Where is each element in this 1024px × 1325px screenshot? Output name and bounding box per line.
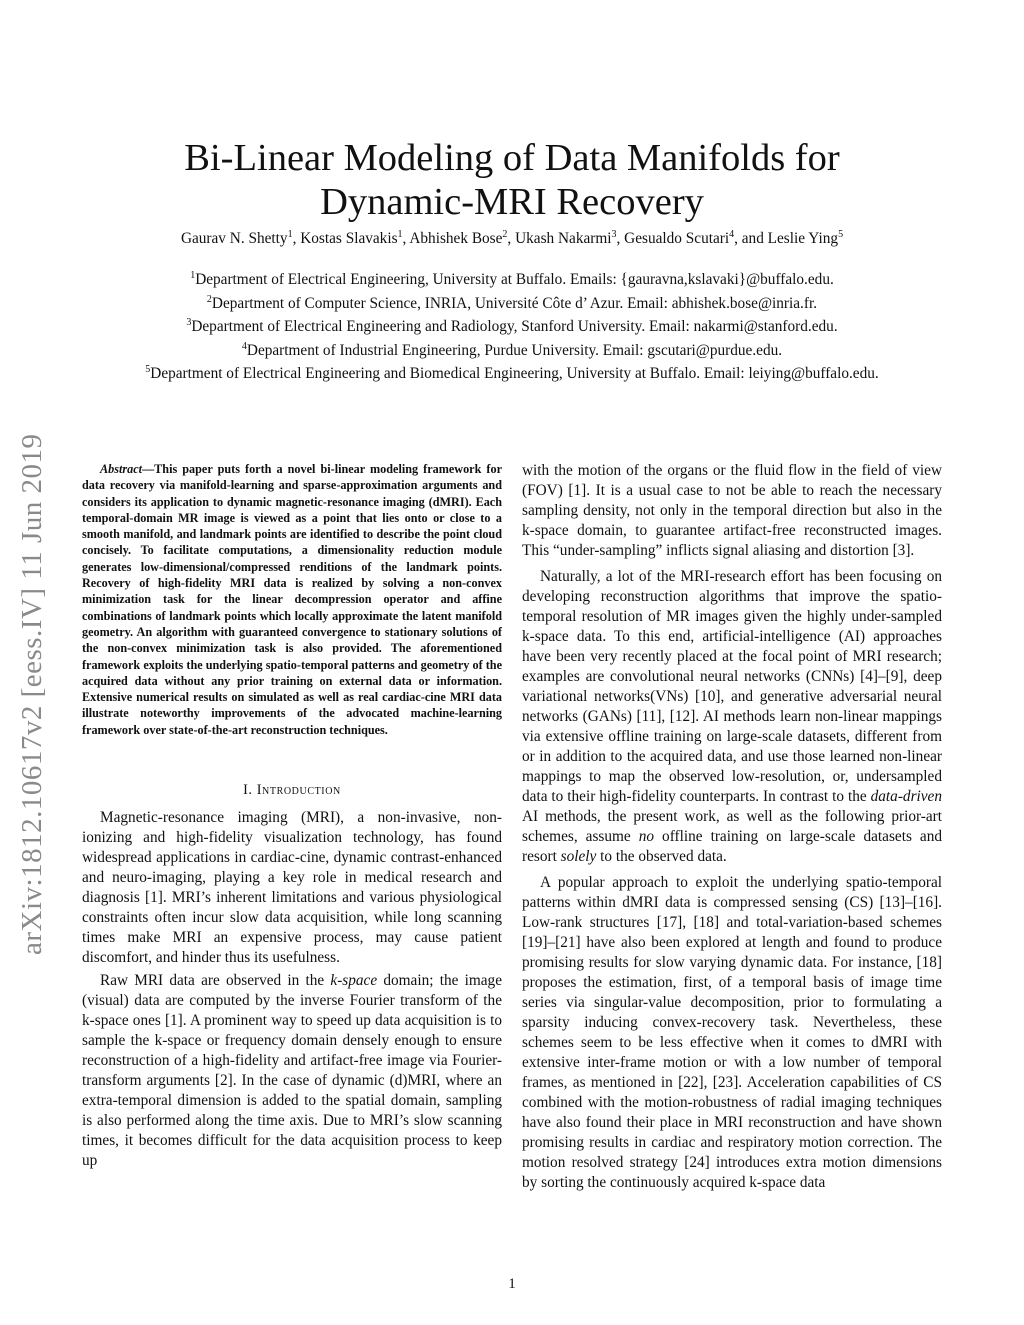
title-line-2: Dynamic-MRI Recovery [320,181,704,223]
author: Kostas Slavakis$^1$, [300,229,410,247]
paragraph: Naturally, a lot of the MRI-research effort has been focusing on developing reconstruction algorithms that improve the spatio-temporal resolution of MR images given the highly under-sampled k-space data. To this end, artificial-intelligence (AI) approaches have been very recently placed at the focal point of MRI research; examples are convolutional neural networks (CNNs) [4]–[9], deep variational networks(VNs) [10], and generative adversarial neural networks (GANs) [11], [12]. AI methods learn non-linear mappings via extensive offline training on large-scale datasets, different from or in addition to the acquired data, and use those learned non-linear mappings to map the observed low-resolution, or, undersampled data to their high-fidelity counterparts. In contrast to the data-driven AI methods, the present work, as well as the following prior-art schemes, assume no offline training on large-scale datasets and resort solely to the observed data. [522,568,943,865]
abstract [82,461,502,738]
paragraph: Magnetic-resonance imaging (MRI), a non-invasive, non-ionizing and high-fidelity visualization technology, has found widespread applications in cardiac-cine, dynamic contrast-enhanced and neuro-imaging, playing a key role in medical research and diagnosis [1]. MRI’s inherent limitations and various physiological constraints often incur slow data acquisition, while long scanning times make MRI an expensive process, may cause patient discomfort, and hinder thus its usefulness. [82,809,502,967]
author-list [0,229,1024,249]
abstract-text: —This paper puts forth a novel bi-linear modeling framework for data recovery via manifold-learning and sparse-approximation arguments and considers its application to dynamic magnetic-resonance imaging (dMRI). Each temporal-domain MR image is viewed as a point that lies onto or close to a smooth manifold, and landmark points are identified to describe the point cloud concisely. To facilitate computations, a dimensionality reduction module generates low-dimensional/compressed renditions of the landmark points. Recovery of high-fidelity MRI data is realized by solving a non-convex minimization task for the linear decompression operator and affine combinations of landmark points which locally approximate the latent manifold geometry. An algorithm with guaranteed convergence to stationary solutions of the non-convex minimization task is also provided. The aforementioned framework exploits the underlying spatio-temporal patterns and geometry of the acquired data without any prior training on external data or information. Extensive numerical results on simulated as well as real cardiac-cine MRI data illustrate noteworthy improvements of the advocated machine-learning framework over state-of-the-art reconstruction techniques. [82,462,502,737]
affiliation: $^5$Department of Electrical Engineering and Biomedical Engineering, University at Buffalo. Email: leiying@buffalo.edu. [145,364,879,382]
title-line-1: Bi-Linear Modeling of Data Manifolds for [184,137,840,179]
affiliation: $^1$Department of Electrical Engineering, University at Buffalo. Emails: {gauravna,kslavaki}@buffalo.edu. [190,270,834,288]
author: Gaurav N. Shetty$^1$, [180,229,301,247]
affiliation: $^4$Department of Industrial Engineering, Purdue University. Email: gscutari@purdue.edu. [241,340,783,359]
affiliation: $^3$Department of Electrical Engineering and Radiology, Stanford University. Email: nakarmi@stanford.edu. [186,317,838,335]
right-column [522,461,942,1193]
affiliation: $^2$Department of Computer Science, INRIA, Université Côte d’ Azur. Email: abhishek.bose@inria.fr. [206,293,818,312]
page-number: 1 [508,1276,516,1292]
author: Leslie Ying$^5$ [767,229,844,247]
author: Abhishek Bose$^2$, [409,229,516,247]
paragraph: A popular approach to exploit the underlying spatio-temporal patterns within dMRI data is compressed sensing (CS) [13]–[16]. Low-rank structures [17], [18] and total-variation-based schemes [19]–[21] have also been explored at length and found to produce promising results for slow varying dynamic data. For instance, [18] proposes the estimation, first, of a temporal basis of image time series via singular-value decomposition, prior to formulating a sparsity inducing convex-recovery task. Nevertheless, these schemes seem to be less effective when it comes to dMRI with extensive inter-frame motion or with a low number of temporal frames, as mentioned in [22], [23]. Acceleration capabilities of CS combined with the motion-robustness of radial imaging techniques have also found their place in MRI reconstruction and have shown promising results in cardiac and respiratory motion correction. The motion resolved strategy [24] introduces extra motion dimensions by sorting the continuously acquired k-space data [522,874,942,1191]
left-column [82,461,502,1171]
affiliation-list [0,268,1024,386]
author: Ukash Nakarmi$^3$, [515,229,625,247]
author: Gesualdo Scutari$^4$, and [624,229,768,247]
arxiv-watermark: arXiv:1812.10617v2 [eess.IV] 11 Jun 2019 [16,433,48,955]
section-heading-introduction: I. Introduction [243,782,341,799]
paragraph: with the motion of the organs or the fluid flow in the field of view (FOV) [1]. It is a usual case to not be able to reach the necessary sampling density, not only in the temporal direction but also in the k-space domain, to guarantee artifact-free reconstructed images. This “under-sampling” inflicts signal aliasing and distortion [3]. [522,462,942,559]
abstract-label: Abstract [100,462,142,476]
paragraph: Raw MRI data are observed in the k-space domain; the image (visual) data are computed by the inverse Fourier transform of the k-space ones [1]. A prominent way to speed up data acquisition is to sample the k-space or frequency domain densely enough to ensure reconstruction of a high-fidelity and artifact-free image via Fourier-transform arguments [2]. In the case of dynamic (d)MRI, where an extra-temporal dimension is added to the spatial domain, sampling is also performed along the time axis. Due to MRI’s slow scanning times, it becomes difficult for the data acquisition process to keep up [82,972,502,1170]
paper-title [0,136,1024,224]
